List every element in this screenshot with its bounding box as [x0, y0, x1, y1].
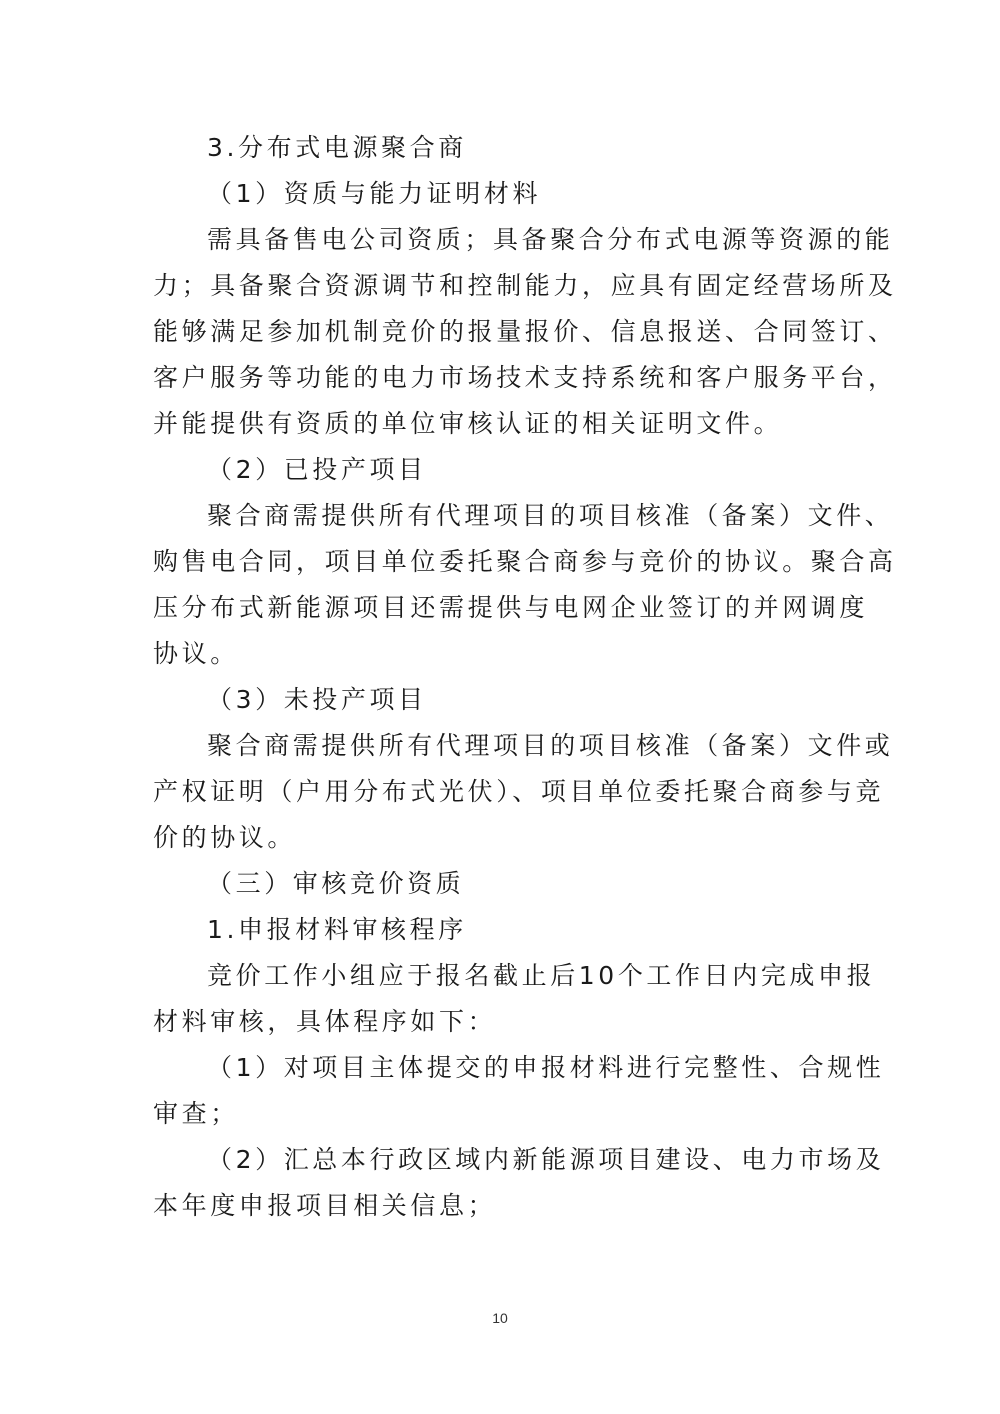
- paragraph-line: 聚合商需提供所有代理项目的项目核准（备案）文件、: [207, 501, 894, 530]
- paragraph-line: 购售电合同，项目单位委托聚合商参与竞价的协议。聚合高: [153, 547, 897, 576]
- paragraph-line: 产权证明（户用分布式光伏）、项目单位委托聚合商参与竞: [153, 777, 885, 806]
- section-heading-aggregator: 3.分布式电源聚合商: [207, 133, 467, 162]
- paragraph-line: 客户服务等功能的电力市场技术支持系统和客户服务平台，: [153, 363, 897, 392]
- subheading-operational-projects: （2）已投产项目: [207, 455, 427, 484]
- subheading-review-procedure: 1.申报材料审核程序: [207, 915, 467, 944]
- list-item-line: （1）对项目主体提交的申报材料进行完整性、合规性: [207, 1053, 885, 1082]
- subheading-qualification: （1）资质与能力证明材料: [207, 179, 542, 208]
- list-item-line: （2）汇总本行政区域内新能源项目建设、电力市场及: [207, 1145, 885, 1174]
- paragraph-line: 竞价工作小组应于报名截止后10个工作日内完成申报: [207, 961, 876, 990]
- subheading-non-operational-projects: （3）未投产项目: [207, 685, 427, 714]
- document-body: [153, 125, 897, 1229]
- section-heading-review: （三）审核竞价资质: [207, 869, 465, 898]
- paragraph-line: 压分布式新能源项目还需提供与电网企业签订的并网调度: [153, 593, 869, 622]
- list-item-line: 本年度申报项目相关信息；: [153, 1191, 497, 1220]
- paragraph-line: 价的协议。: [153, 823, 297, 852]
- page-number: 10: [492, 1310, 508, 1326]
- paragraph-line: 并能提供有资质的单位审核认证的相关证明文件。: [153, 409, 783, 438]
- paragraph-line: 材料审核，具体程序如下：: [153, 1007, 497, 1036]
- list-item-line: 审查；: [153, 1099, 239, 1128]
- paragraph-line: 力；具备聚合资源调节和控制能力，应具有固定经营场所及: [153, 271, 897, 300]
- paragraph-line: 能够满足参加机制竞价的报量报价、信息报送、合同签订、: [153, 317, 897, 346]
- paragraph-line: 协议。: [153, 639, 239, 668]
- paragraph-line: 需具备售电公司资质；具备聚合分布式电源等资源的能: [207, 225, 894, 254]
- paragraph-line: 聚合商需提供所有代理项目的项目核准（备案）文件或: [207, 731, 894, 760]
